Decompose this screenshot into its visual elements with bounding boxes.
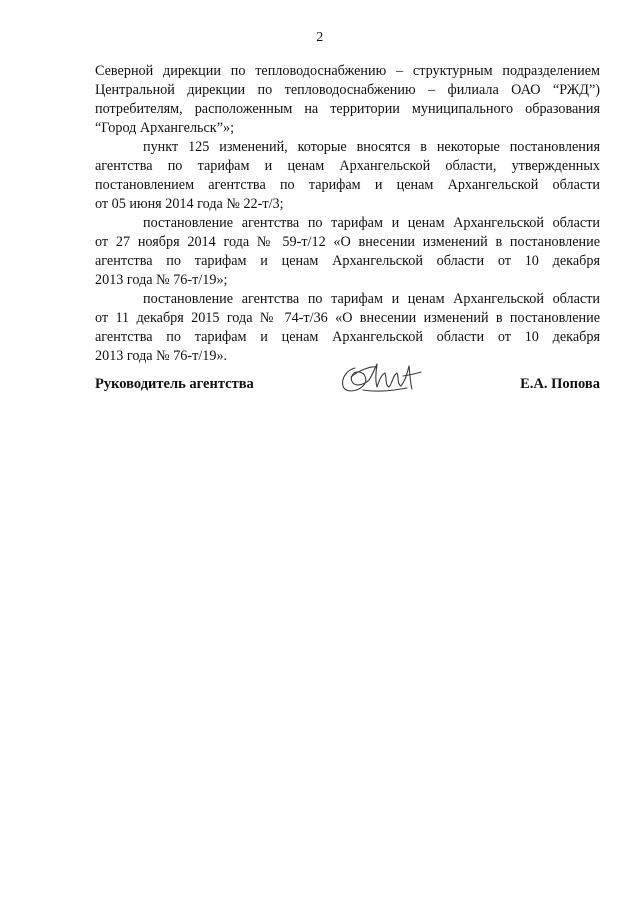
- text-line: от 27 ноября 2014 года № 59-т/12 «О внесении изменений в постановление: [95, 234, 600, 250]
- text-line: пункт 125 изменений, которые вносятся в некоторые постановления: [143, 139, 600, 155]
- text-line: 2013 года № 76-т/19».: [95, 348, 228, 364]
- paragraph-resolution-74: [95, 290, 600, 366]
- text-line: агентства по тарифам и ценам Архангельской области, утвержденных: [95, 158, 600, 174]
- document-body: [95, 62, 600, 366]
- text-line: “Город Архангельск”»;: [95, 120, 235, 136]
- text-line: агентства по тарифам и ценам Архангельской области от 10 декабря: [95, 253, 600, 269]
- signer-title: Руководитель агентства: [95, 376, 254, 392]
- text-line: агентства по тарифам и ценам Архангельской области от 10 декабря: [95, 329, 600, 345]
- paragraph-resolution-59: [95, 214, 600, 290]
- text-line: Северной дирекции по тепловодоснабжению – структурным подразделением: [95, 63, 600, 79]
- text-line: Центральной дирекции по тепловодоснабжению – филиала ОАО “РЖД”): [95, 82, 600, 98]
- paragraph-continuation: [95, 62, 600, 138]
- signature-block: [95, 376, 600, 406]
- text-line: постановлением агентства по тарифам и ценам Архангельской области: [95, 177, 600, 193]
- text-line: от 05 июня 2014 года № 22-т/3;: [95, 196, 284, 212]
- text-line: от 11 декабря 2015 года № 74-т/36 «О внесении изменений в постановление: [95, 310, 600, 326]
- text-line: постановление агентства по тарифам и ценам Архангельской области: [143, 215, 600, 231]
- signer-name: Е.А. Попова: [520, 376, 600, 392]
- paragraph-item-125: [95, 138, 600, 214]
- text-line: потребителям, расположенным на территории муниципального образования: [95, 101, 600, 117]
- page-number: 2: [316, 30, 324, 45]
- handwritten-signature-icon: [333, 356, 433, 398]
- text-line: постановление агентства по тарифам и ценам Архангельской области: [143, 291, 600, 307]
- text-line: 2013 года № 76-т/19»;: [95, 272, 228, 288]
